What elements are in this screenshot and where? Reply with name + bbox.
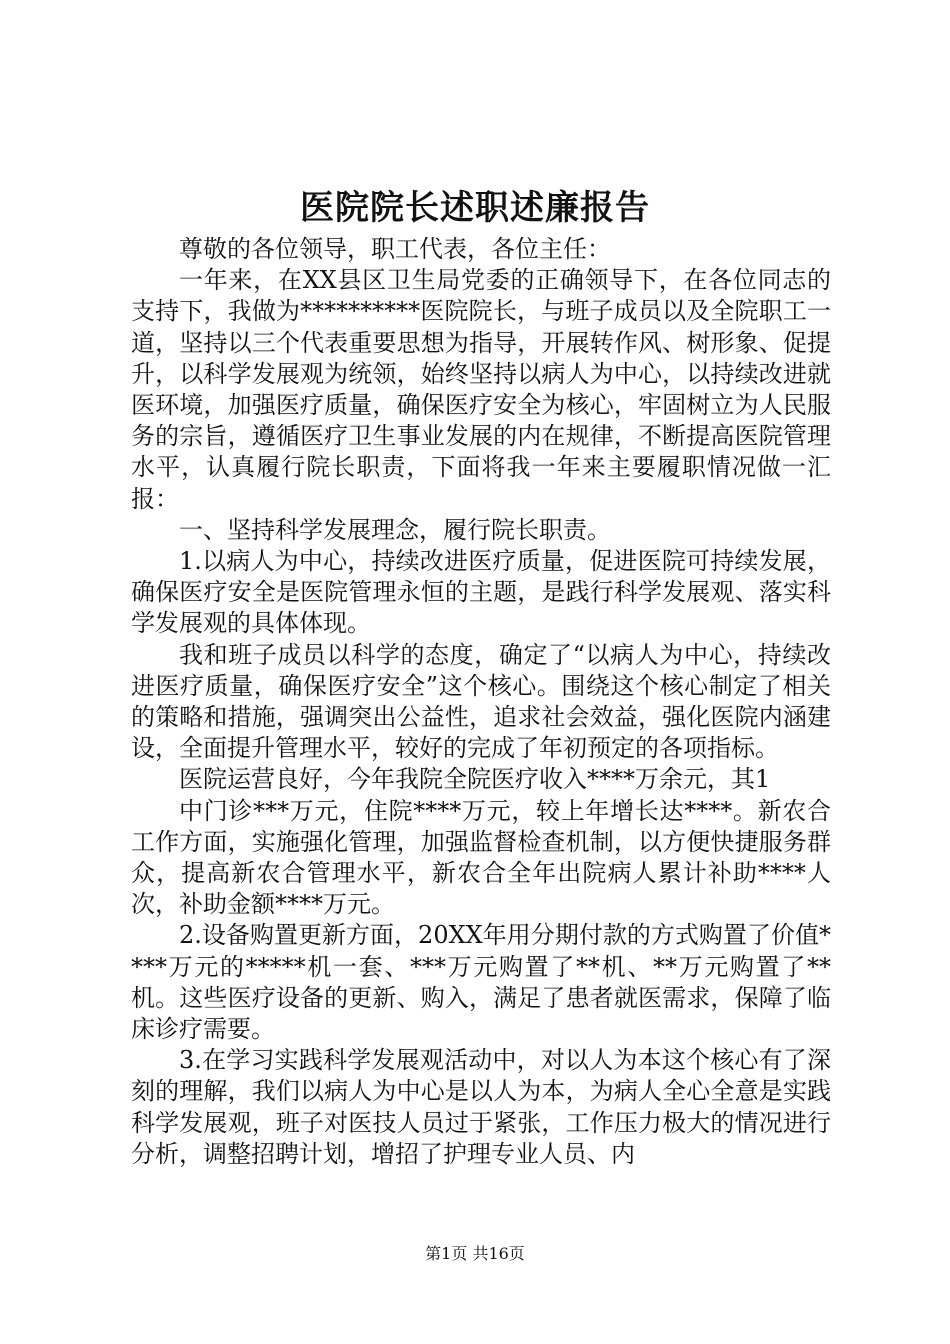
paragraph-revenue: 医院运营良好，今年我院全院医疗收入****万余元，其1: [179, 765, 771, 794]
document-body: [131, 234, 831, 1170]
paragraph-item-2: 2.设备购置更新方面，20XX年用分期付款的方式购置了价值****万元的*****机一套、***万元购置了**机、**万元购置了**机。这些医疗设备的更新、购入，满足了患者就医需求，保障了临床诊疗需要。: [131, 921, 831, 1044]
page-number-footer: 第1页 共16页: [425, 1244, 525, 1263]
document-title: 医院院长述职述廉报告: [300, 188, 650, 228]
paragraph-item-3: 3.在学习实践科学发展观活动中，对以人为本这个核心有了深刻的理解，我们以病人为中心是以人为本，为病人全心全意是实践科学发展观，班子对医技人员过于紧张，工作压力极大的情况进行分析，调整招聘计划，增招了护理专业人员、内: [131, 1046, 831, 1168]
paragraph-salutation: 尊敬的各位领导，职工代表，各位主任：: [179, 235, 611, 263]
paragraph-core: 我和班子成员以科学的态度，确定了“以病人为中心，持续改进医疗质量，确保医疗安全”这个核心。围绕这个核心制定了相关的策略和措施，强调突出公益性，追求社会效益，强化医院内涵建设，全面提升管理水平，较好的完成了年初预定的各项指标。: [131, 640, 831, 763]
paragraph-revenue-detail: 中门诊***万元，住院****万元，较上年增长达****。新农合工作方面，实施强化管理，加强监督检查机制，以方便快捷服务群众，提高新农合管理水平，新农合全年出院病人累计补助****人次，补助金额****万元。: [131, 796, 831, 919]
paragraph-intro: 一年来，在XX县区卫生局党委的正确领导下，在各位同志的支持下，我做为**********医院院长，与班子成员以及全院职工一道，坚持以三个代表重要思想为指导，开展转作风、树形象、促提升，以科学发展观为统领，始终坚持以病人为中心，以持续改进就医环境，加强医疗质量，确保医疗安全为核心，牢固树立为人民服务的宗旨，遵循医疗卫生事业发展的内在规律，不断提高医院管理水平，认真履行院长职责，下面将我一年来主要履职情况做一汇报：: [131, 266, 831, 513]
paragraph-item-1: 1.以病人为中心，持续改进医疗质量，促进医院可持续发展，确保医疗安全是医院管理永恒的主题，是践行科学发展观、落实科学发展观的具体体现。: [131, 547, 831, 638]
section-heading: 一、坚持科学发展理念，履行院长职责。: [179, 515, 611, 544]
